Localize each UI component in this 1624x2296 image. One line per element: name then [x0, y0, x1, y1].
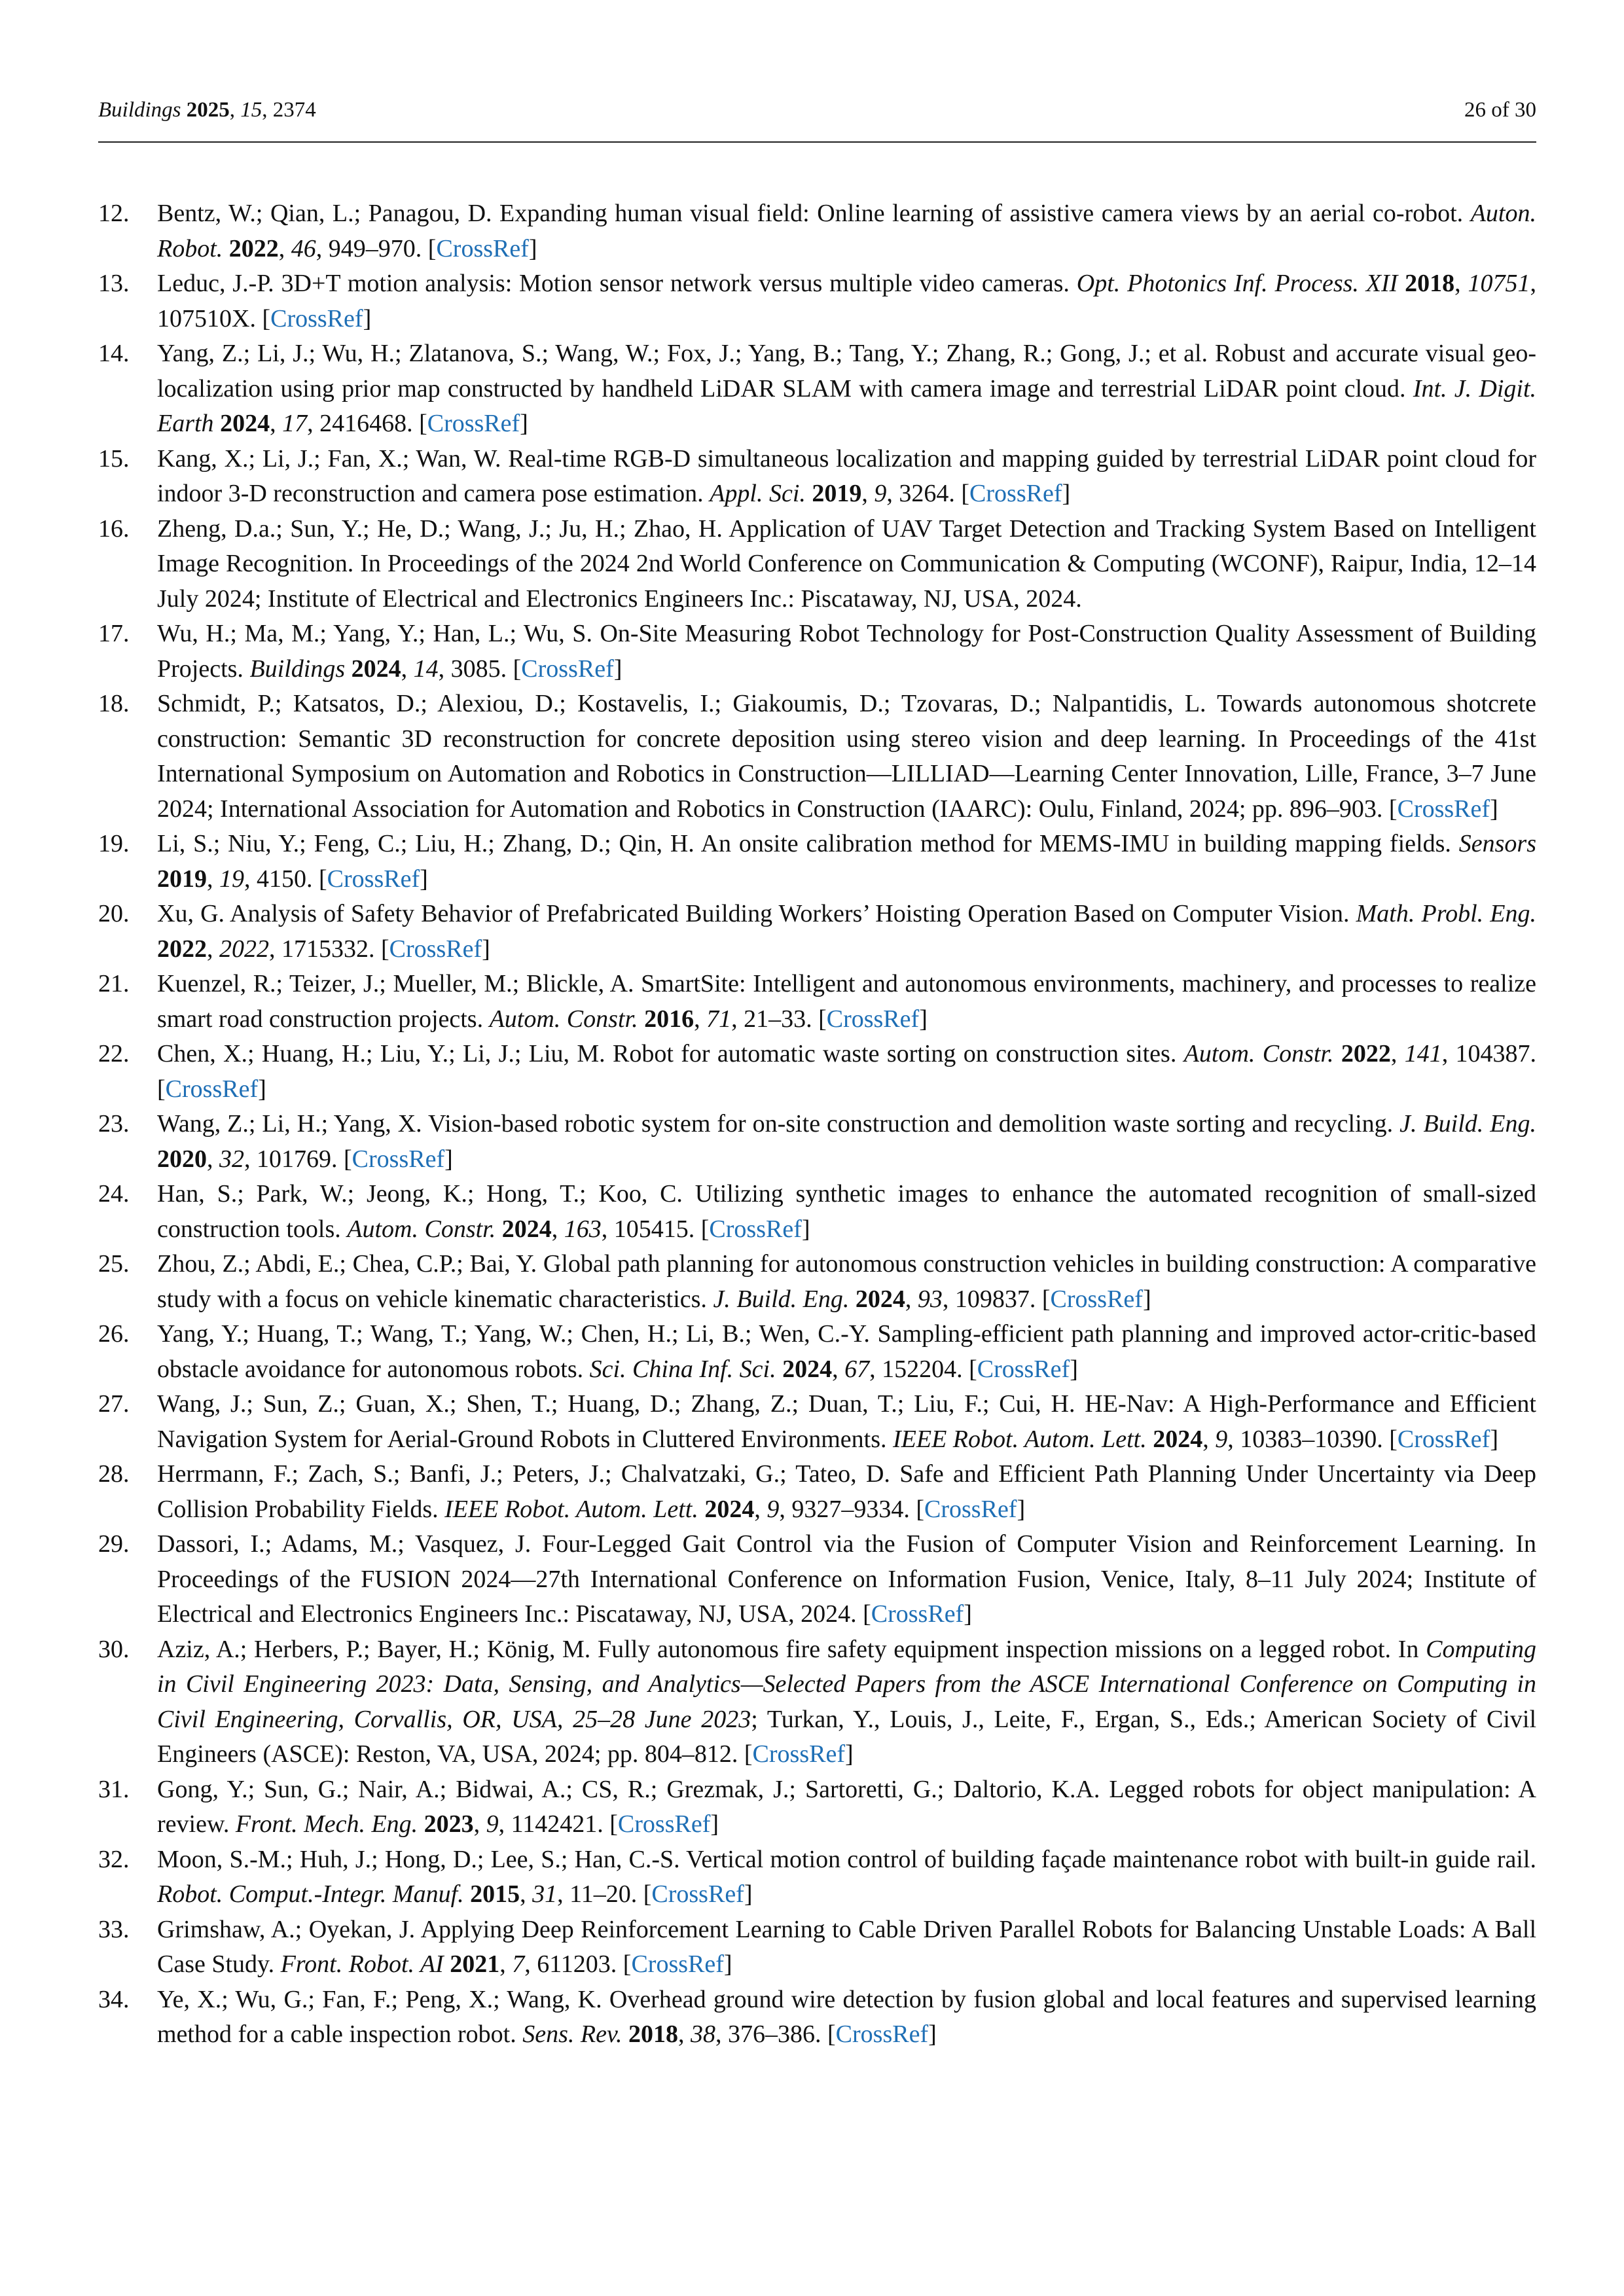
- reference-pages: , 611203. [: [524, 1950, 632, 1978]
- reference-text: Wang, Z.; Li, H.; Yang, X. Vision-based robotic system for on-site construction and demolition waste sorting and recycling. J. Build. Eng. 2020, 32, 101769. [CrossRef]: [157, 1110, 1536, 1173]
- reference-year: 2019: [812, 480, 862, 507]
- reference-text: Kang, X.; Li, J.; Fan, X.; Wan, W. Real-time RGB-D simultaneous localization and mapping guided by terrestrial LiDAR point cloud for indoor 3-D reconstruction and camera pose estimation. Appl. Sci. 2019, 9, 3264. [CrossRef]: [157, 444, 1536, 507]
- reference-item: [98, 1982, 1536, 2053]
- reference-volume: 46: [291, 234, 316, 262]
- reference-authors-title: Moon, S.-M.; Huh, J.; Hong, D.; Lee, S.; Han, C.-S. Vertical motion control of building façade maintenance robot with built-in guide rail.: [157, 1845, 1536, 1873]
- crossref-link[interactable]: CrossRef: [352, 1145, 445, 1173]
- reference-authors-title: Dassori, I.; Adams, M.; Vasquez, J. Four-Legged Gait Control via the Fusion of Computer Vision and Reinforcement Learning. In Proceedings of the FUSION 2024—27th International Conference on Information Fusion, Venice, Italy, 8–11 July 2024; Institute of Electrical and Electronics Engineers Inc.: Piscataway, NJ, USA, 2024. [: [157, 1530, 1536, 1628]
- reference-number: 28.: [98, 1460, 130, 1488]
- reference-item: [98, 1772, 1536, 1842]
- reference-authors-title: Yang, Y.; Huang, T.; Wang, T.; Yang, W.; Chen, H.; Li, B.; Wen, C.-Y. Sampling-efficient path planning and improved actor-critic-based obstacle avoidance for autonomous robots.: [157, 1320, 1536, 1383]
- reference-authors-title: Li, S.; Niu, Y.; Feng, C.; Liu, H.; Zhang, D.; Qin, H. An onsite calibration method for MEMS-IMU in building mapping fields.: [157, 830, 1459, 857]
- crossref-link[interactable]: CrossRef: [977, 1355, 1070, 1383]
- reference-journal: Buildings: [249, 655, 346, 683]
- reference-text: Gong, Y.; Sun, G.; Nair, A.; Bidwai, A.; CS, R.; Grezmak, J.; Sartoretti, G.; Daltorio, K.A. Legged robots for object manipulation: A review. Front. Mech. Eng. 2023, 9, 1142421. [CrossRef]: [157, 1775, 1536, 1838]
- reference-bracket-close: ]: [444, 1145, 453, 1173]
- reference-year: 2024: [782, 1355, 833, 1383]
- reference-number: 16.: [98, 514, 130, 543]
- reference-item: [98, 1457, 1536, 1527]
- crossref-link[interactable]: CrossRef: [835, 2020, 929, 2048]
- reference-number: 23.: [98, 1110, 130, 1138]
- reference-bracket-close: ]: [1017, 1495, 1026, 1523]
- reference-item: [98, 1527, 1536, 1632]
- reference-authors-title: Herrmann, F.; Zach, S.; Banfi, J.; Peters, J.; Chalvatzaki, G.; Tateo, D. Safe and Efficient Path Planning Under Uncertainty via Deep Collision Probability Fields.: [157, 1460, 1536, 1523]
- journal-year: 2025: [186, 98, 230, 122]
- reference-journal: Autom. Constr.: [347, 1215, 496, 1243]
- reference-item: [98, 1632, 1536, 1772]
- reference-text: Zhou, Z.; Abdi, E.; Chea, C.P.; Bai, Y. Global path planning for autonomous construction vehicles in building construction: A comparative study with a focus on vehicle kinematic characteristics. J. Build. Eng. 2024, 93, 109837. [CrossRef]: [157, 1250, 1536, 1313]
- reference-authors-title: Xu, G. Analysis of Safety Behavior of Prefabricated Building Workers’ Hoisting Operation Based on Computer Vision.: [157, 900, 1356, 927]
- crossref-link[interactable]: CrossRef: [1050, 1285, 1143, 1313]
- reference-text: Li, S.; Niu, Y.; Feng, C.; Liu, H.; Zhang, D.; Qin, H. An onsite calibration method for MEMS-IMU in building mapping fields. Sensors 2019, 19, 4150. [CrossRef]: [157, 830, 1536, 893]
- crossref-link[interactable]: CrossRef: [871, 1600, 964, 1628]
- reference-number: 13.: [98, 270, 130, 297]
- reference-pages: , 101769. [: [244, 1145, 352, 1173]
- reference-journal: Front. Mech. Eng.: [235, 1810, 418, 1838]
- reference-bracket-close: ]: [845, 1740, 854, 1768]
- reference-text: Wang, J.; Sun, Z.; Guan, X.; Shen, T.; Huang, D.; Zhang, Z.; Duan, T.; Liu, F.; Cui, H. HE-Nav: A High-Performance and Efficient Navigation System for Aerial-Ground Robots in Cluttered Environments. IEEE Robot. Autom. Lett. 2024, 9, 10383–10390. [CrossRef]: [157, 1390, 1536, 1453]
- reference-volume: 14: [413, 655, 439, 683]
- page-number: 26 of 30: [1464, 98, 1536, 122]
- reference-authors-title: Zhou, Z.; Abdi, E.; Chea, C.P.; Bai, Y. Global path planning for autonomous construction vehicles in building construction: A comparative study with a focus on vehicle kinematic characteristics.: [157, 1250, 1536, 1313]
- reference-text: Grimshaw, A.; Oyekan, J. Applying Deep Reinforcement Learning to Cable Driven Parallel Robots for Balancing Unstable Loads: A Ball Case Study. Front. Robot. AI 2021, 7, 611203. [CrossRef]: [157, 1915, 1536, 1978]
- reference-year: 2018: [1405, 270, 1455, 297]
- reference-authors-title: Kang, X.; Li, J.; Fan, X.; Wan, W. Real-time RGB-D simultaneous localization and mapping guided by terrestrial LiDAR point cloud for indoor 3-D reconstruction and camera pose estimation.: [157, 444, 1536, 507]
- reference-number: 22.: [98, 1040, 130, 1067]
- reference-year: 2022: [157, 935, 207, 963]
- reference-volume: 17: [282, 410, 308, 437]
- reference-number: 31.: [98, 1775, 130, 1803]
- reference-authors-title: Gong, Y.; Sun, G.; Nair, A.; Bidwai, A.; CS, R.; Grezmak, J.; Sartoretti, G.; Daltorio, K.A. Legged robots for object manipulation: A review.: [157, 1775, 1536, 1838]
- reference-number: 27.: [98, 1390, 130, 1418]
- reference-year: 2015: [470, 1880, 520, 1908]
- reference-bracket-close: ]: [363, 304, 372, 332]
- reference-year: 2022: [228, 234, 279, 262]
- reference-journal: Sci. China Inf. Sci.: [589, 1355, 776, 1383]
- reference-pages: , 104387. [: [157, 1040, 1537, 1103]
- reference-volume: 93: [917, 1285, 943, 1313]
- reference-journal: Computing in Civil Engineering 2023: Data, Sensing, and Analytics—Selected Papers from the ASCE International Conference on Computing in Civil Engineering, Corvallis, OR, USA, 25–28 June 2023: [157, 1635, 1536, 1733]
- reference-authors-title: Wu, H.; Ma, M.; Yang, Y.; Han, L.; Wu, S. On-Site Measuring Robot Technology for Post-Construction Quality Assessment of Building Projects.: [157, 620, 1536, 683]
- reference-text: Leduc, J.-P. 3D+T motion analysis: Motion sensor network versus multiple video cameras. Opt. Photonics Inf. Process. XII 2018, 10751, 107510X. [CrossRef]: [157, 270, 1537, 332]
- reference-text: Yang, Y.; Huang, T.; Wang, T.; Yang, W.; Chen, H.; Li, B.; Wen, C.-Y. Sampling-efficient path planning and improved actor-critic-based obstacle avoidance for autonomous robots. Sci. China Inf. Sci. 2024, 67, 152204. [CrossRef]: [157, 1320, 1536, 1383]
- reference-journal: Sensors: [1458, 830, 1536, 857]
- reference-journal: Math. Probl. Eng.: [1356, 900, 1536, 927]
- reference-bracket-close: ]: [744, 1880, 753, 1908]
- reference-pages: , 3085. [: [438, 655, 522, 683]
- reference-volume: 7: [512, 1950, 525, 1978]
- reference-bracket-close: ]: [801, 1215, 810, 1243]
- journal-volume: 15: [240, 98, 262, 122]
- reference-authors-title: Zheng, D.a.; Sun, Y.; He, D.; Wang, J.; Ju, H.; Zhao, H. Application of UAV Target Detection and Tracking System Based on Intelligent Image Recognition. In Proceedings of the 2024 2nd World Conference on Communication & Computing (WCONF), Raipur, India, 12–14 July 2024; Institute of Electrical and Electronics Engineers Inc.: Piscataway, NJ, USA, 2024.: [157, 514, 1536, 613]
- reference-number: 18.: [98, 690, 130, 717]
- reference-text: Han, S.; Park, W.; Jeong, K.; Hong, T.; Koo, C. Utilizing synthetic images to enhance the automated recognition of small-sized construction tools. Autom. Constr. 2024, 163, 105415. [CrossRef]: [157, 1180, 1536, 1243]
- reference-pages: , 21–33. [: [731, 1005, 827, 1033]
- reference-journal: Front. Robot. AI: [280, 1950, 444, 1978]
- reference-journal: Autom. Constr.: [489, 1005, 638, 1033]
- reference-text: Herrmann, F.; Zach, S.; Banfi, J.; Peters, J.; Chalvatzaki, G.; Tateo, D. Safe and Efficient Path Planning Under Uncertainty via Deep Collision Probability Fields. IEEE Robot. Autom. Lett. 2024, 9, 9327–9334. [CrossRef]: [157, 1460, 1536, 1523]
- reference-year: 2024: [220, 410, 270, 437]
- reference-volume: 9: [486, 1810, 499, 1838]
- reference-number: 32.: [98, 1845, 130, 1873]
- reference-year: 2023: [424, 1810, 474, 1838]
- reference-year: 2024: [704, 1495, 755, 1523]
- running-header: Buildings 2025, 15, 2374: [98, 98, 316, 122]
- reference-bracket-close: ]: [482, 935, 490, 963]
- reference-number: 20.: [98, 900, 130, 927]
- reference-authors-title: Wang, J.; Sun, Z.; Guan, X.; Shen, T.; Huang, D.; Zhang, Z.; Duan, T.; Liu, F.; Cui, H. HE-Nav: A High-Performance and Efficient Navigation System for Aerial-Ground Robots in Cluttered Environments.: [157, 1390, 1536, 1453]
- reference-number: 25.: [98, 1250, 130, 1278]
- reference-text: [157, 512, 1536, 617]
- reference-number: 17.: [98, 620, 130, 647]
- crossref-link[interactable]: CrossRef: [270, 304, 363, 332]
- reference-journal: Autom. Constr.: [1183, 1040, 1334, 1067]
- reference-number: 12.: [98, 200, 130, 227]
- crossref-link[interactable]: CrossRef: [521, 655, 614, 683]
- reference-bracket-close: ]: [710, 1810, 719, 1838]
- reference-journal: J. Build. Eng.: [713, 1285, 850, 1313]
- reference-item: [98, 967, 1536, 1037]
- crossref-link[interactable]: CrossRef: [427, 410, 520, 437]
- reference-authors-title: Chen, X.; Huang, H.; Liu, Y.; Li, J.; Liu, M. Robot for automatic waste sorting on construction sites.: [157, 1040, 1184, 1067]
- reference-number: 14.: [98, 340, 130, 367]
- crossref-link[interactable]: CrossRef: [165, 1075, 259, 1103]
- reference-year: 2019: [157, 865, 207, 893]
- reference-authors-title: Bentz, W.; Qian, L.; Panagou, D. Expanding human visual field: Online learning of assistive camera views by an aerial co-robot.: [157, 200, 1471, 227]
- reference-authors-title: Wang, Z.; Li, H.; Yang, X. Vision-based robotic system for on-site construction and demolition waste sorting and recycling.: [157, 1110, 1400, 1138]
- reference-journal: Sens. Rev.: [522, 2020, 623, 2048]
- reference-volume: 9: [1215, 1425, 1228, 1453]
- reference-authors-title: Kuenzel, R.; Teizer, J.; Mueller, M.; Blickle, A. SmartSite: Intelligent and autonomous environments, machinery, and processes to realize smart road construction projects.: [157, 970, 1536, 1033]
- reference-pages: , 11–20. [: [557, 1880, 652, 1908]
- crossref-link[interactable]: CrossRef: [752, 1740, 845, 1768]
- reference-text: Chen, X.; Huang, H.; Liu, Y.; Li, J.; Liu, M. Robot for automatic waste sorting on construction sites. Autom. Constr. 2022, 141, 104387. [CrossRef]: [157, 1040, 1537, 1103]
- reference-pages: , 949–970. [: [316, 234, 437, 262]
- reference-item: [98, 1177, 1536, 1247]
- reference-volume: 163: [564, 1215, 602, 1243]
- reference-pages: , 1142421. [: [498, 1810, 618, 1838]
- reference-pages: , 109837. [: [942, 1285, 1051, 1313]
- crossref-link[interactable]: CrossRef: [389, 935, 482, 963]
- reference-number: 33.: [98, 1915, 130, 1943]
- reference-number: 29.: [98, 1530, 130, 1558]
- reference-bracket-close: ]: [613, 655, 623, 683]
- reference-item: [98, 442, 1536, 512]
- reference-item: [98, 1037, 1536, 1107]
- reference-pages: , 4150. [: [244, 865, 327, 893]
- reference-text: [157, 687, 1536, 827]
- reference-year: 2016: [644, 1005, 695, 1033]
- reference-text: Ye, X.; Wu, G.; Fan, F.; Peng, X.; Wang, K. Overhead ground wire detection by fusion global and local features and supervised learning method for a cable inspection robot. Sens. Rev. 2018, 38, 376–386. [CrossRef]: [157, 1985, 1536, 2048]
- reference-authors-title: Han, S.; Park, W.; Jeong, K.; Hong, T.; Koo, C. Utilizing synthetic images to enhance the automated recognition of small-sized construction tools.: [157, 1180, 1536, 1243]
- reference-bracket-close: ]: [723, 1950, 732, 1978]
- reference-volume: 10751: [1468, 270, 1530, 297]
- reference-item: [98, 827, 1536, 897]
- reference-volume: 2022: [219, 935, 269, 963]
- reference-authors-title: Ye, X.; Wu, G.; Fan, F.; Peng, X.; Wang, K. Overhead ground wire detection by fusion global and local features and supervised learning method for a cable inspection robot.: [157, 1985, 1536, 2048]
- reference-item: [98, 336, 1536, 442]
- reference-year: 2022: [1341, 1040, 1391, 1067]
- reference-item: [98, 897, 1536, 967]
- reference-journal: Int. J. Digit. Earth: [157, 374, 1536, 437]
- reference-pages: , 105415. [: [601, 1215, 710, 1243]
- reference-year: 2024: [501, 1215, 552, 1243]
- reference-pages: ; Turkan, Y., Louis, J., Leite, F., Ergan, S., Eds.; American Society of Civil Engineers (ASCE): Reston, VA, USA, 2024; pp. 804–812. [: [157, 1705, 1536, 1768]
- reference-year: 2018: [628, 2020, 678, 2048]
- page-header: [98, 92, 1536, 143]
- reference-text: Wu, H.; Ma, M.; Yang, Y.; Han, L.; Wu, S. On-Site Measuring Robot Technology for Post-Construction Quality Assessment of Building Projects. Buildings 2024, 14, 3085. [CrossRef]: [157, 620, 1536, 683]
- reference-item: [98, 266, 1536, 336]
- reference-year: 2021: [450, 1950, 500, 1978]
- reference-pages: , 3264. [: [886, 480, 970, 507]
- reference-volume: 9: [767, 1495, 780, 1523]
- reference-bracket-close: ]: [919, 1005, 928, 1033]
- crossref-link[interactable]: CrossRef: [631, 1950, 724, 1978]
- reference-bracket-close: ]: [528, 234, 537, 262]
- reference-authors-title: Schmidt, P.; Katsatos, D.; Alexiou, D.; Kostavelis, I.; Giakoumis, D.; Tzovaras, D.; Nalpantidis, L. Towards autonomous shotcrete construction: Semantic 3D reconstruction for concrete deposition using stereo vision and deep learning. In Proceedings of the 41st International Symposium on Automation and Robotics in Construction—LILLIAD—Learning Center Innovation, Lille, France, 3–7 June 2024; International Association for Automation and Robotics in Construction (IAARC): Oulu, Finland, 2024; pp. 896–903. [: [157, 690, 1536, 823]
- reference-text: Bentz, W.; Qian, L.; Panagou, D. Expanding human visual field: Online learning of assistive camera views by an aerial co-robot. Auton. Robot. 2022, 46, 949–970. [CrossRef]: [157, 200, 1536, 262]
- crossref-link[interactable]: CrossRef: [651, 1880, 744, 1908]
- reference-item: [98, 617, 1536, 687]
- reference-item: [98, 1387, 1536, 1457]
- reference-text: Kuenzel, R.; Teizer, J.; Mueller, M.; Blickle, A. SmartSite: Intelligent and autonomous environments, machinery, and processes to realize smart road construction projects. Autom. Constr. 2016, 71, 21–33. [CrossRef]: [157, 970, 1536, 1033]
- reference-item: [98, 512, 1536, 617]
- reference-number: 26.: [98, 1320, 130, 1348]
- reference-pages: , 1715332. [: [269, 935, 389, 963]
- reference-authors-title: Grimshaw, A.; Oyekan, J. Applying Deep Reinforcement Learning to Cable Driven Parallel Robots for Balancing Unstable Loads: A Ball Case Study.: [157, 1915, 1536, 1978]
- reference-number: 19.: [98, 830, 130, 857]
- crossref-link[interactable]: CrossRef: [327, 865, 420, 893]
- reference-pages: , 2416468. [: [307, 410, 427, 437]
- reference-pages: , 152204. [: [869, 1355, 977, 1383]
- reference-pages: , 107510X. [: [157, 270, 1537, 332]
- journal-name: Buildings: [98, 98, 181, 122]
- reference-journal: Appl. Sci.: [710, 480, 806, 507]
- reference-bracket-close: ]: [1070, 1355, 1078, 1383]
- reference-year: 2020: [157, 1145, 207, 1173]
- reference-text: [157, 1632, 1536, 1772]
- reference-item: [98, 1107, 1536, 1177]
- reference-bracket-close: ]: [964, 1600, 972, 1628]
- reference-bracket-close: ]: [520, 410, 528, 437]
- reference-authors-title: Leduc, J.-P. 3D+T motion analysis: Motion sensor network versus multiple video cameras.: [157, 270, 1077, 297]
- crossref-link[interactable]: CrossRef: [969, 480, 1062, 507]
- reference-year: 2024: [855, 1285, 905, 1313]
- reference-volume: 9: [874, 480, 887, 507]
- reference-volume: 71: [706, 1005, 732, 1033]
- reference-volume: 19: [219, 865, 244, 893]
- reference-journal: Robot. Comput.-Integr. Manuf.: [157, 1880, 464, 1908]
- reference-authors-title: Aziz, A.; Herbers, P.; Bayer, H.; König, M. Fully autonomous fire safety equipment inspection missions on a legged robot. In: [157, 1635, 1426, 1663]
- reference-bracket-close: ]: [1490, 795, 1498, 823]
- reference-item: [98, 1912, 1536, 1982]
- reference-number: 30.: [98, 1635, 130, 1663]
- reference-volume: 141: [1404, 1040, 1442, 1067]
- reference-journal: J. Build. Eng.: [1399, 1110, 1536, 1138]
- reference-text: Xu, G. Analysis of Safety Behavior of Prefabricated Building Workers’ Hoisting Operation Based on Computer Vision. Math. Probl. Eng. 2022, 2022, 1715332. [CrossRef]: [157, 900, 1536, 963]
- reference-journal: IEEE Robot. Autom. Lett.: [444, 1495, 698, 1523]
- article-number: 2374: [272, 98, 316, 122]
- reference-bracket-close: ]: [1490, 1425, 1498, 1453]
- crossref-link[interactable]: CrossRef: [924, 1495, 1017, 1523]
- crossref-link[interactable]: CrossRef: [436, 234, 529, 262]
- reference-year: 2024: [1153, 1425, 1203, 1453]
- reference-bracket-close: ]: [1062, 480, 1071, 507]
- reference-text: [157, 1527, 1536, 1632]
- reference-text: Yang, Z.; Li, J.; Wu, H.; Zlatanova, S.; Wang, W.; Fox, J.; Yang, B.; Tang, Y.; Zhang, R.; Gong, J.; et al. Robust and accurate visual geo-localization using prior map constructed by handheld LiDAR SLAM with camera image and terrestrial LiDAR point cloud. Int. J. Digit. Earth 2024, 17, 2416468. [CrossRef]: [157, 340, 1536, 437]
- reference-number: 24.: [98, 1180, 130, 1208]
- crossref-link[interactable]: CrossRef: [1397, 1425, 1490, 1453]
- reference-number: 34.: [98, 1985, 130, 2013]
- reference-journal: Auton. Robot.: [157, 200, 1536, 262]
- reference-volume: 38: [691, 2020, 715, 2048]
- reference-number: 15.: [98, 444, 130, 473]
- reference-item: [98, 1317, 1536, 1387]
- reference-authors-title: Yang, Z.; Li, J.; Wu, H.; Zlatanova, S.; Wang, W.; Fox, J.; Yang, B.; Tang, Y.; Zhang, R.; Gong, J.; et al. Robust and accurate visual geo-localization using prior map constructed by handheld LiDAR SLAM with camera image and terrestrial LiDAR point cloud.: [157, 340, 1536, 403]
- reference-item: [98, 1842, 1536, 1912]
- reference-item: [98, 1247, 1536, 1317]
- reference-volume: 67: [844, 1355, 870, 1383]
- reference-bracket-close: ]: [258, 1075, 266, 1103]
- reference-year: 2024: [351, 655, 401, 683]
- reference-bracket-close: ]: [1142, 1285, 1151, 1313]
- reference-number: 21.: [98, 970, 130, 997]
- reference-pages: , 9327–9334. [: [779, 1495, 925, 1523]
- reference-item: [98, 196, 1536, 266]
- reference-list: [98, 196, 1536, 2053]
- reference-pages: , 376–386. [: [715, 2020, 836, 2048]
- reference-volume: 32: [219, 1145, 244, 1173]
- reference-item: [98, 687, 1536, 827]
- crossref-link[interactable]: CrossRef: [617, 1810, 711, 1838]
- reference-bracket-close: ]: [420, 865, 428, 893]
- crossref-link[interactable]: CrossRef: [826, 1005, 920, 1033]
- reference-journal: Opt. Photonics Inf. Process. XII: [1076, 270, 1398, 297]
- crossref-link[interactable]: CrossRef: [709, 1215, 802, 1243]
- reference-journal: IEEE Robot. Autom. Lett.: [893, 1425, 1147, 1453]
- reference-pages: , 10383–10390. [: [1227, 1425, 1398, 1453]
- reference-bracket-close: ]: [928, 2020, 937, 2048]
- crossref-link[interactable]: CrossRef: [1397, 795, 1490, 823]
- reference-text: Moon, S.-M.; Huh, J.; Hong, D.; Lee, S.; Han, C.-S. Vertical motion control of building façade maintenance robot with built-in guide rail. Robot. Comput.-Integr. Manuf. 2015, 31, 11–20. [CrossRef]: [157, 1845, 1536, 1908]
- reference-volume: 31: [532, 1880, 558, 1908]
